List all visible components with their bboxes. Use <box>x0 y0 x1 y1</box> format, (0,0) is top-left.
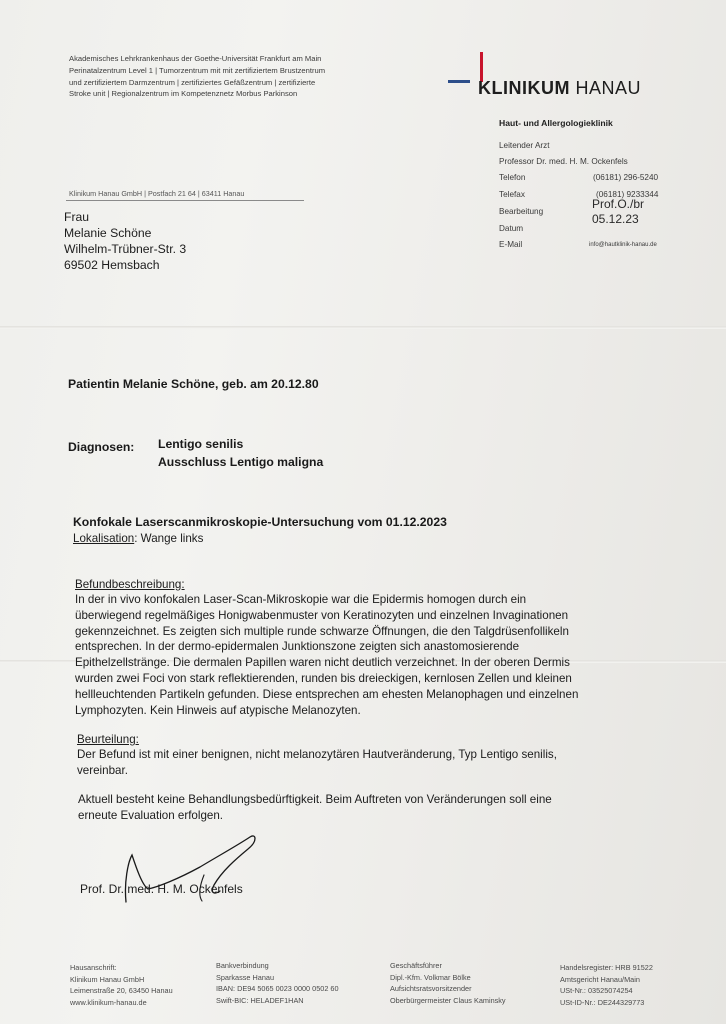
footer-line: USt-Nr.: 03525074254 <box>560 986 633 996</box>
diagnosis-item: Ausschluss Lentigo maligna <box>158 455 324 469</box>
localisation <box>73 531 203 547</box>
footer-line: USt-ID-Nr.: DE244329773 <box>560 997 645 1007</box>
diagnosis-item: Lentigo senilis <box>158 437 244 451</box>
footer-line: Aufsichtsratsvorsitzender <box>390 984 472 994</box>
footer-line: Bankverbindung <box>216 961 269 970</box>
paper-fold <box>0 326 726 329</box>
findings-line: entsprechen. In der dermo-epidermalen Junktionszone zeigten sich anastomosierende <box>75 640 520 654</box>
findings-text <box>75 592 578 718</box>
logo-text: KLINIKUM HANAU <box>478 78 642 98</box>
date-label: Datum <box>499 224 524 233</box>
footer-line: Klinikum Hanau GmbH <box>70 974 145 984</box>
recipient-line: 69502 Hemsbach <box>64 258 160 272</box>
hospital-line: Akademisches Lehrkrankenhaus der Goethe-Universität Frankfurt am Main <box>69 54 322 63</box>
footer-management <box>390 960 506 1006</box>
footer-line: Geschäftsführer <box>390 961 442 970</box>
fax-label: Telefax <box>499 190 525 199</box>
recipient-address <box>64 209 186 273</box>
footer-line: Sparkasse Hanau <box>216 972 275 982</box>
chief-label: Leitender Arzt <box>499 141 550 150</box>
footer-line: Handelsregister: HRB 91522 <box>560 963 653 972</box>
email-label: E-Mail <box>499 240 523 249</box>
processing-value: Prof.O./br <box>592 197 645 211</box>
patient-line: Patientin Melanie Schöne, geb. am 20.12.80 <box>68 377 319 391</box>
footer-bank <box>216 960 339 1006</box>
assessment-heading: Beurteilung: <box>77 733 139 746</box>
note-line: Aktuell besteht keine Behandlungsbedürftigkeit. Beim Auftreten von Veränderungen soll eine <box>78 793 552 806</box>
findings-line: Epithelzellstränge. Die dermalen Papillen waren nicht deutlich verzeichnet. In der oberen Dermis <box>75 656 570 670</box>
assessment-line: vereinbar. <box>77 763 128 777</box>
findings-heading: Befundbeschreibung: <box>75 578 185 591</box>
hospital-line: Perinatalzentrum Level 1 | Tumorzentrum mit mit zertifiziertem Brustzentrum <box>69 65 326 75</box>
findings-line: überwiegend regelmäßiges Honigwabenmuster von Keratinozyten und einzelnen Invaginationen <box>75 608 569 622</box>
findings-line: hellleuchtenden Partikeln gefunden. Diese entsprechen am ehesten Melanophagen und einzelnen <box>75 687 579 701</box>
findings-line: In der in vivo konfokalen Laser-Scan-Mikroskopie war die Epidermis homogen durch ein <box>75 593 527 606</box>
exam-title: Konfokale Laserscanmikroskopie-Untersuchung vom 01.12.2023 <box>73 515 447 529</box>
email-value: info@hautklinik-hanau.de <box>589 242 657 248</box>
localisation-label: Lokalisation <box>73 532 135 545</box>
note-line: erneute Evaluation erfolgen. <box>78 808 224 822</box>
recipient-line: Frau <box>64 210 90 224</box>
hospital-description <box>69 53 399 100</box>
processing-label: Bearbeitung <box>499 207 544 216</box>
footer-register <box>560 962 653 1008</box>
note-text <box>78 792 552 824</box>
hospital-line: und zertifiziertem Darmzentrum | zertifiziertes Gefäßzentrum | zertifizierte <box>69 77 316 87</box>
date-value: 05.12.23 <box>592 212 639 226</box>
recipient-line: Wilhelm-Trübner-Str. 3 <box>64 242 187 256</box>
signature-name: Prof. Dr. med. H. M. Ockenfels <box>80 882 243 896</box>
assessment-line: Der Befund ist mit einer benignen, nicht melanozytären Hautveränderung, Typ Lentigo senilis, <box>77 748 557 761</box>
logo-blue-line <box>448 80 470 83</box>
findings-line: wurden zwei Foci von stark reflektierenden, runden bis dreieckigen, kernlosen Zellen und kleinen <box>75 671 572 685</box>
recipient-line: Melanie Schöne <box>64 226 152 240</box>
findings-line: Lymphozyten. Kein Hinweis auf atypische Melanozyten. <box>75 703 361 717</box>
sender-line: Klinikum Hanau GmbH | Postfach 21 64 | 63411 Hanau <box>69 189 245 198</box>
fax-value: (06181) 9233344 <box>596 190 659 199</box>
klinikum-logo <box>448 52 688 96</box>
divider <box>66 200 304 201</box>
footer-line: Hausanschrift: <box>70 963 117 972</box>
diagnoses-label: Diagnosen: <box>68 440 135 454</box>
assessment-text <box>77 747 557 779</box>
footer-address <box>70 962 173 1008</box>
footer-line: IBAN: DE94 5065 0023 0000 0502 60 <box>216 984 339 994</box>
chief-name: Professor Dr. med. H. M. Ockenfels <box>499 157 628 166</box>
footer-line: Oberbürgermeister Claus Kaminsky <box>390 995 506 1005</box>
footer-line: Dipl.-Kfm. Volkmar Bölke <box>390 972 471 982</box>
footer-line: www.klinikum-hanau.de <box>70 997 147 1007</box>
findings-line: gekennzeichnet. Es zeigten sich multiple runde schwarze Öffnungen, die den Talgdrüsenfollikeln <box>75 624 569 638</box>
footer-line: Amtsgericht Hanau/Main <box>560 974 640 984</box>
clinic-name: Haut- und Allergologieklinik <box>499 118 613 128</box>
phone-label: Telefon <box>499 173 526 182</box>
footer-line: Leimenstraße 20, 63450 Hanau <box>70 986 173 996</box>
hospital-line: Stroke unit | Regionalzentrum im Kompetenznetz Morbus Parkinson <box>69 89 298 99</box>
footer-line: Swift-BIC: HELADEF1HAN <box>216 995 304 1005</box>
phone-value: (06181) 296-5240 <box>593 173 659 182</box>
localisation-value: : Wange links <box>134 532 204 545</box>
